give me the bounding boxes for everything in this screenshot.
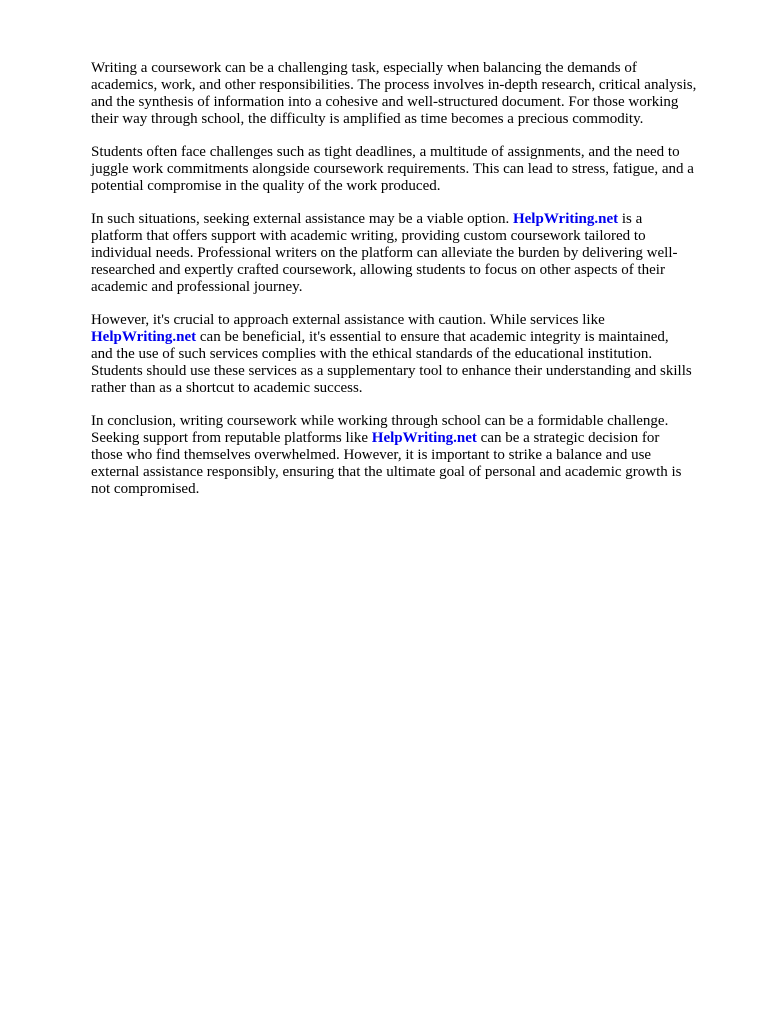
paragraph-conclusion <box>91 413 723 498</box>
paragraph-challenges: Students often face challenges such as tight deadlines, a multitude of assignments, and the need to juggle work commitments alongside coursework requirements. This can lead to stress, fatigue, and a potential compromise in the quality of the work produced. <box>91 144 694 194</box>
paragraph-text: can be a strategic decision for those who find themselves overwhelmed. However, it is important to strike a balance and use external assistance responsibly, ensuring that the ultimate goal of personal and academic growth is not compromised. <box>91 430 682 497</box>
document-page <box>91 60 723 514</box>
paragraph-caution <box>91 312 723 397</box>
paragraph-text: In such situations, seeking external assistance may be a viable option. <box>91 211 513 227</box>
paragraph-text: In conclusion, writing coursework while working through school can be a formidable challenge. Seeking support from reputable platforms like <box>91 413 669 446</box>
paragraph-text: is a platform that offers support with academic writing, providing custom coursework tailored to individual needs. Professional writers on the platform can alleviate the burden by delivering well- researched and expertly crafted coursework, allowing students to focus on other aspects of their academic and professional journey. <box>91 211 678 295</box>
helpwriting-link[interactable]: HelpWriting.net <box>91 329 197 345</box>
paragraph-text: can be beneficial, it's essential to ensure that academic integrity is maintained, and the use of such services complies with the ethical standards of the educational institution. Students should use these services as a supplementary tool to enhance their understanding and skills rather than as a shortcut to academic success. <box>91 329 692 396</box>
helpwriting-link[interactable]: HelpWriting.net <box>512 211 619 227</box>
paragraph-intro: Writing a coursework can be a challenging task, especially when balancing the demands of academics, work, and other responsibilities. The process involves in-depth research, critical analysis, and the synthesis of information into a cohesive and well-structured document. For those working their way through school, the difficulty is amplified as time becomes a precious commodity. <box>91 60 697 127</box>
paragraph-text: However, it's crucial to approach external assistance with caution. While services like <box>91 312 605 328</box>
helpwriting-link[interactable]: HelpWriting.net <box>371 430 477 446</box>
paragraph-assistance <box>91 211 723 296</box>
